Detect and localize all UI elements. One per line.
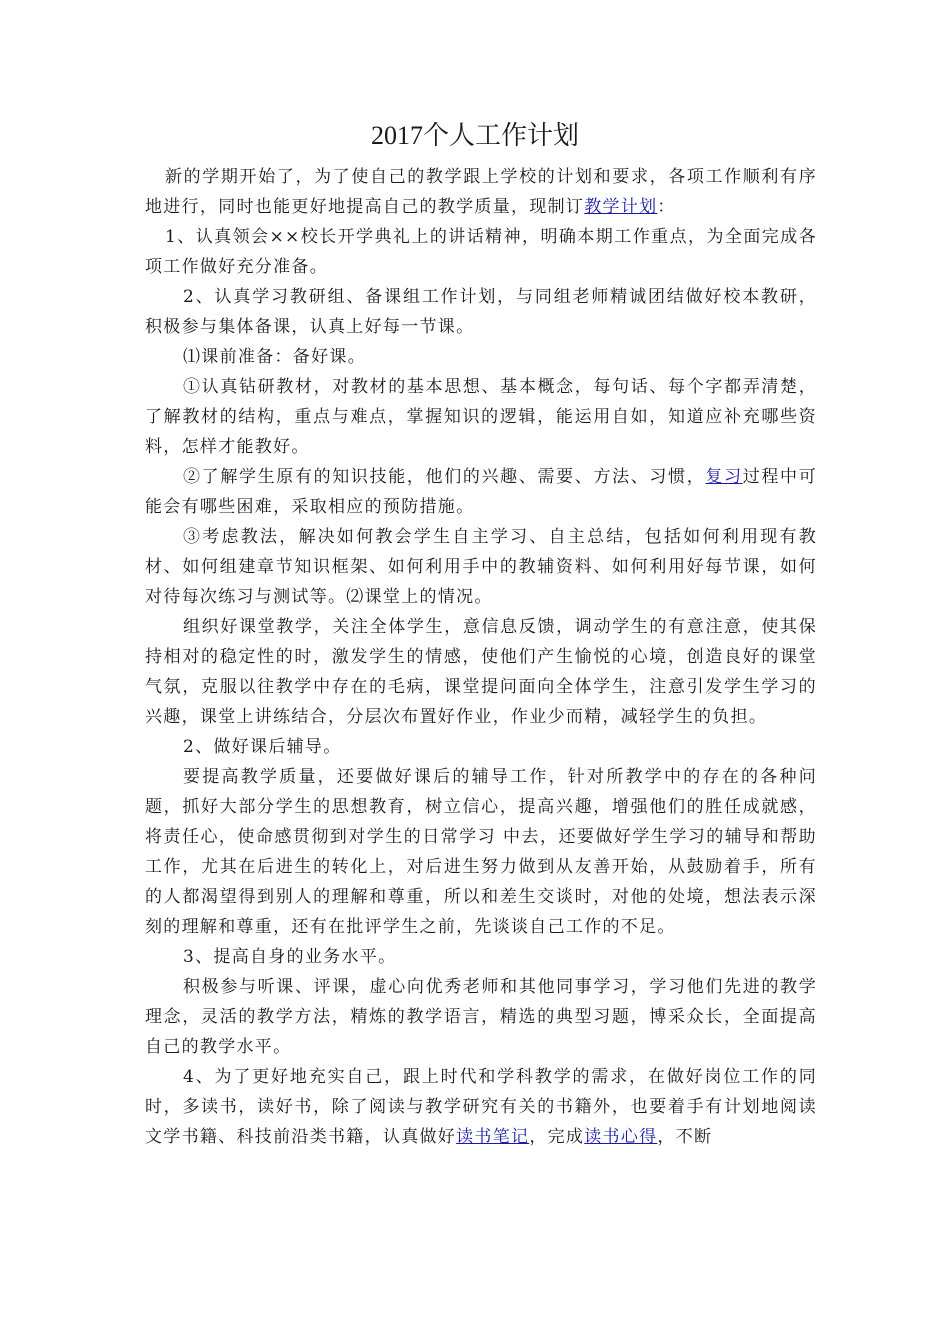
reading-text-middle: ，完成 [529, 1127, 585, 1147]
review-link[interactable]: 复习 [705, 467, 743, 487]
know-students-text: ②了解学生原有的知识技能，他们的兴趣、需要、方法、习惯， [183, 467, 706, 487]
intro-text: 新的学期开始了，为了使自己的教学跟上学校的计划和要求，各项工作顺利有序地进行，同时也能更好地提高自己的教学质量，现制订 [145, 167, 817, 217]
teaching-plan-link[interactable]: 教学计划 [584, 197, 658, 217]
intro-colon: ： [657, 197, 676, 217]
page-title: 2017个人工作计划 [370, 121, 579, 150]
reading-text: 4、为了更好地充实自己，跟上时代和学科教学的需求，在做好岗位工作的同时，多读书，读好书，除了阅读与教学研究有关的书籍外，也要着手有计划地阅读文学书籍、科技前沿类书籍，认真做好 [145, 1067, 817, 1147]
study-materials-paragraph: ①认真钻研教材，对教材的基本思想、基本概念，每句话、每个字都弄清楚，了解教材的结构，重点与难点，掌握知识的逻辑，能运用自如，知道应补充哪些资料，怎样才能教好。 [145, 377, 817, 457]
after-class-heading: 2、做好课后辅导。 [183, 737, 342, 757]
reading-notes-link[interactable]: 读书笔记 [456, 1127, 530, 1147]
pre-class-heading: ⑴课前准备：备好课。 [183, 347, 366, 367]
self-improvement-paragraph: 积极参与听课、评课，虚心向优秀老师和其他同事学习，学习他们先进的教学理念，灵活的教学方法，精炼的教学语言，精选的典型习题，博采众长，全面提高自己的教学水平。 [145, 977, 817, 1057]
reading-insights-link[interactable]: 读书心得 [584, 1127, 658, 1147]
reading-text-end: ，不断 [657, 1127, 713, 1147]
reading-paragraph [145, 1062, 817, 1152]
teaching-methods-paragraph: ③考虑教法，解决如何教会学生自主学习、自主总结，包括如何利用现有教材、如何组建章节知识框架、如何利用手中的教辅资料、如何利用好每节课，如何对待每次练习与测试等。⑵课堂上的情况。 [145, 527, 817, 607]
classroom-paragraph: 组织好课堂教学，关注全体学生，意信息反馈，调动学生的有意注意，使其保持相对的稳定性的时，激发学生的情感，使他们产生愉悦的心境，创造良好的课堂气氛，克服以往教学中存在的毛病，课堂提问面向全体学生，注意引发学生学习的兴趣，课堂上讲练结合，分层次布置好作业，作业少而精，减轻学生的负担。 [145, 617, 817, 727]
after-class-paragraph: 要提高教学质量，还要做好课后的辅导工作，针对所教学中的存在的各种问题，抓好大部分学生的思想教育，树立信心，提高兴趣，增强他们的胜任成就感，将责任心，使命感贯彻到对学生的日常学习 中去，还要做好学生学习的辅导和帮助工作，尤其在后进生的转化上，对后进生努力做到从友善开始，从鼓励着手，所有的人都渴望得到别人的理解和尊重，所以和差生交谈时，对他的处境，想法表示深刻的理解和尊重，还有在批评学生之前，先谈谈自己工作的不足。 [145, 767, 817, 937]
intro-paragraph [145, 162, 817, 222]
know-students-paragraph [145, 462, 817, 522]
item-2-paragraph: 2、认真学习教研组、备课组工作计划，与同组老师精诚团结做好校本教研，积极参与集体备课，认真上好每一节课。 [145, 287, 817, 337]
know-students-text-end: 过程中可能会有哪些困难，采取相应的预防措施。 [145, 467, 818, 517]
item-1-paragraph: 1、认真领会××校长开学典礼上的讲话精神，明确本期工作重点，为全面完成各项工作做好充分准备。 [145, 227, 817, 277]
document-body [145, 162, 817, 1152]
self-improvement-heading: 3、提高自身的业务水平。 [183, 947, 397, 967]
